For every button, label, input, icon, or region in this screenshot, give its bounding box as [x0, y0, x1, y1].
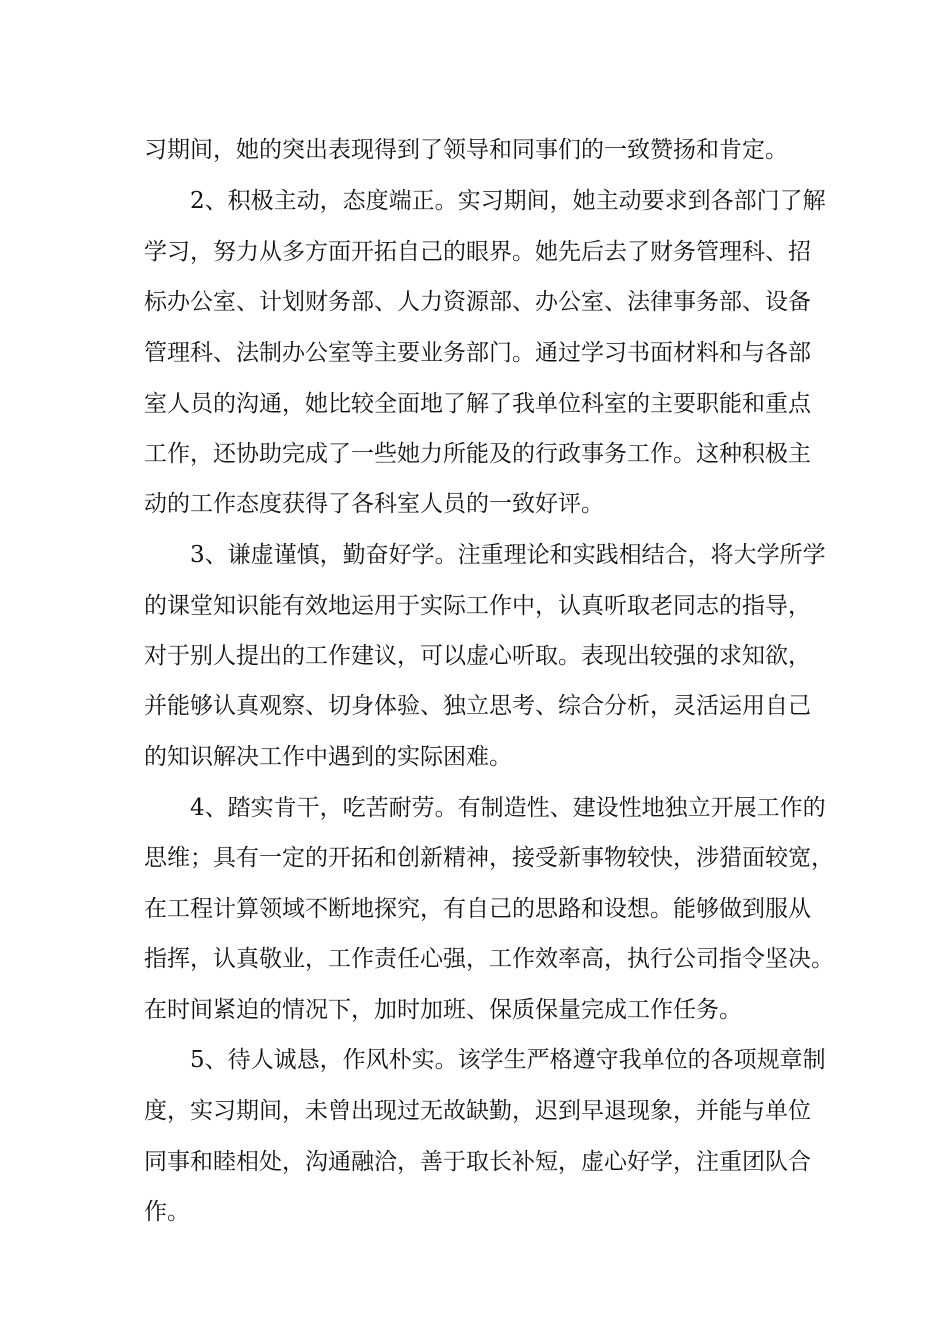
text-line: 对于别人提出的工作建议，可以虚心听取。表现出较强的求知欲， [144, 643, 811, 669]
text-line: 4、踏实肯干，吃苦耐劳。有制造性、建设性地独立开展工作的 [190, 795, 826, 821]
text-line: 度，实习期间，未曾出现过无故缺勤，迟到早退现象，并能与单位 [144, 1098, 811, 1124]
text-line: 标办公室、计划财务部、人力资源部、办公室、法律事务部、设备 [144, 289, 811, 315]
text-line: 动的工作态度获得了各科室人员的一致好评。 [144, 491, 604, 517]
text-line: 2、积极主动，态度端正。实习期间，她主动要求到各部门了解 [190, 188, 826, 214]
text-line: 3、谦虚谨慎，勤奋好学。注重理论和实践相结合，将大学所学 [190, 542, 826, 568]
text-line: 学习，努力从多方面开拓自己的眼界。她先后去了财务管理科、招 [144, 239, 811, 265]
text-line: 并能够认真观察、切身体验、独立思考、综合分析，灵活运用自己 [144, 693, 811, 719]
text-line: 在时间紧迫的情况下，加时加班、保质保量完成工作任务。 [144, 997, 742, 1023]
text-line: 室人员的沟通，她比较全面地了解了我单位科室的主要职能和重点 [144, 391, 811, 417]
text-line: 思维；具有一定的开拓和创新精神，接受新事物较快，涉猎面较宽， [144, 845, 834, 871]
text-line: 同事和睦相处，沟通融洽，善于取长补短，虚心好学，注重团队合 [144, 1149, 811, 1175]
text-line: 作。 [144, 1199, 190, 1225]
text-line: 习期间，她的突出表现得到了领导和同事们的一致赞扬和肯定。 [144, 137, 788, 163]
text-line: 工作，还协助完成了一些她力所能及的行政事务工作。这种积极主 [144, 441, 811, 467]
text-line: 管理科、法制办公室等主要业务部门。通过学习书面材料和与各部 [144, 340, 811, 366]
text-line: 在工程计算领域不断地探究，有自己的思路和设想。能够做到服从 [144, 896, 811, 922]
text-line: 的课堂知识能有效地运用于实际工作中，认真听取老同志的指导， [144, 593, 811, 619]
text-line: 5、待人诚恳，作风朴实。该学生严格遵守我单位的各项规章制 [190, 1047, 826, 1073]
text-line: 指挥，认真敬业，工作责任心强，工作效率高，执行公司指令坚决。 [144, 946, 834, 972]
text-line: 的知识解决工作中遇到的实际困难。 [144, 744, 512, 770]
